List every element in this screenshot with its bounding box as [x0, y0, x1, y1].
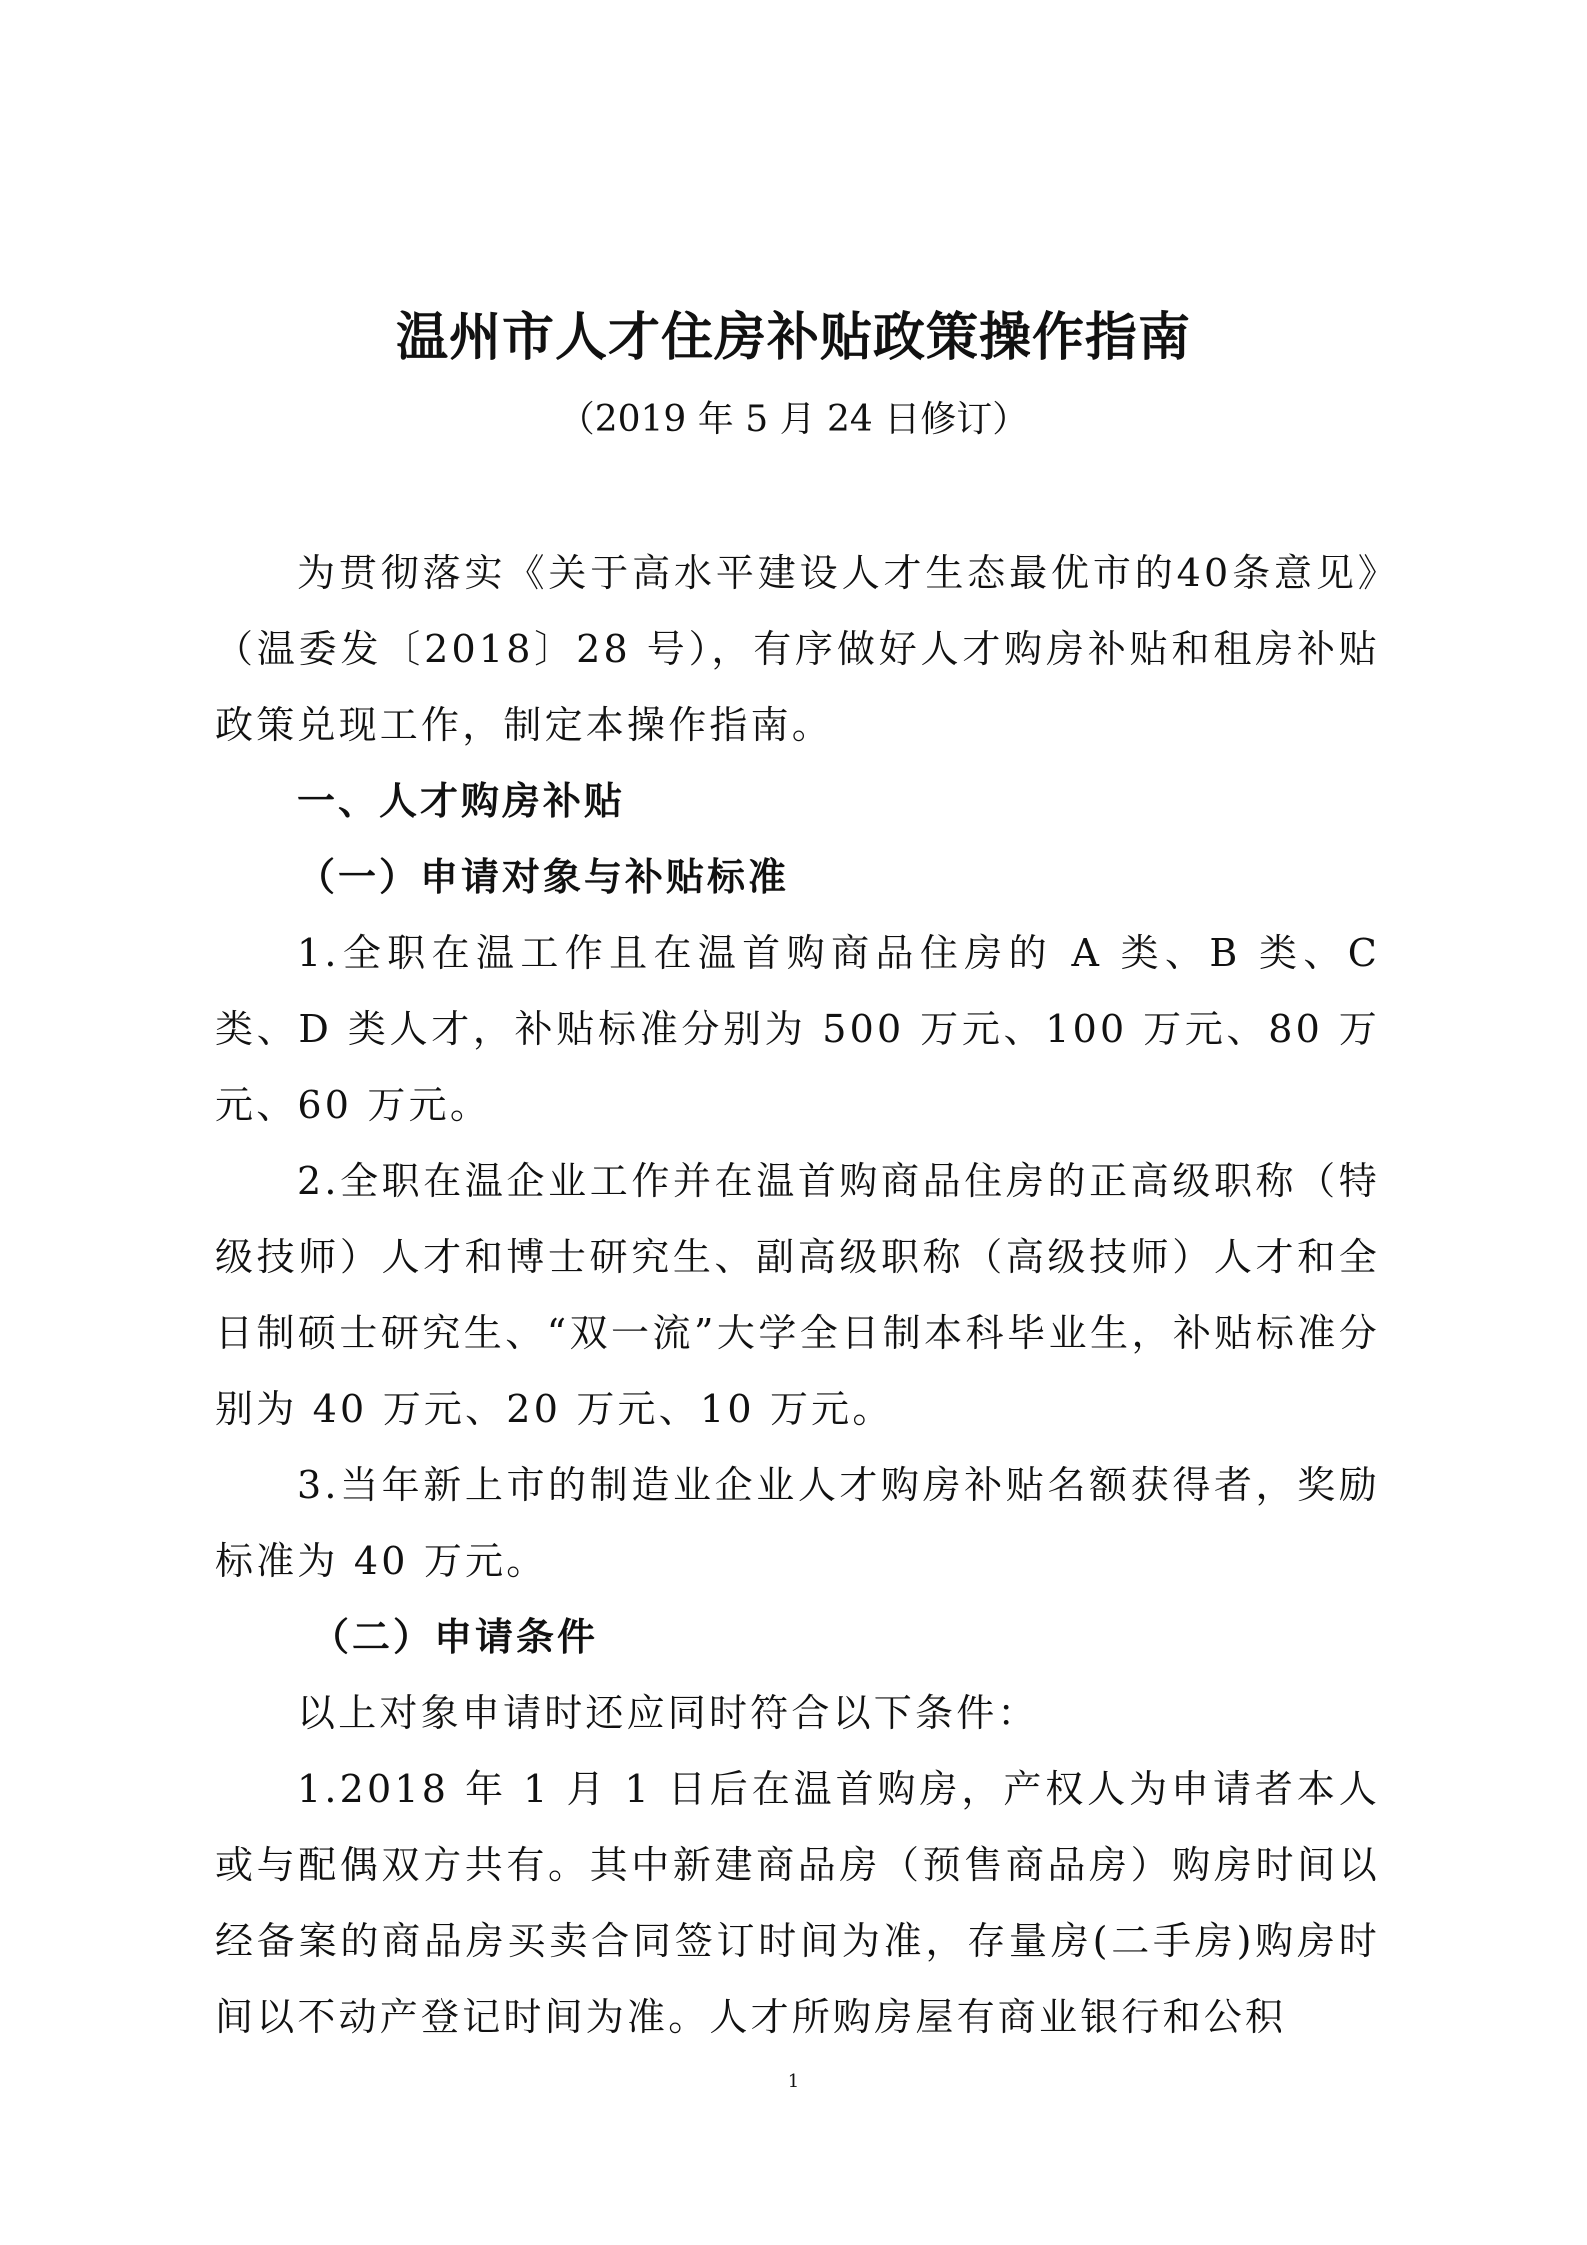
- subsection-heading-applicants-standards: （一）申请对象与补贴标准: [297, 854, 790, 899]
- standards-item-2: 2.全职在温企业工作并在温首购商品住房的正高级职称（特级技师）人才和博士研究生、副高级职称（高级技师）人才和全日制硕士研究生、“双一流”大学全日制本科毕业生，补贴标准分别为 40 万元、20 万元、10 万元。: [215, 1159, 1380, 1431]
- document-subtitle: （2019 年 5 月 24 日修订）: [558, 399, 1029, 440]
- page-number: 1: [787, 2071, 800, 2092]
- standards-item-3: 3.当年新上市的制造业企业人才购房补贴名额获得者，奖励标准为 40 万元。: [215, 1463, 1380, 1583]
- conditions-intro: 以上对象申请时还应同时符合以下条件：: [297, 1691, 1039, 1735]
- document-title: 温州市人才住房补贴政策操作指南: [395, 308, 1191, 368]
- condition-item-1: 1.2018 年 1 月 1 日后在温首购房，产权人为申请者本人或与配偶双方共有。其中新建商品房（预售商品房）购房时间以经备案的商品房买卖合同签订时间为准，存量房(二手房)购房时间以不动产登记时间为准。人才所购房屋有商业银行和公积: [215, 1767, 1381, 2039]
- standards-item-1: 1.全职在温工作且在温首购商品住房的 A 类、B 类、C 类、D 类人才，补贴标准分别为 500 万元、100 万元、80 万元、60 万元。: [215, 931, 1380, 1127]
- intro-paragraph: 为贯彻落实《关于高水平建设人才生态最优市的40条意见》（温委发〔2018〕28 号），有序做好人才购房补贴和租房补贴政策兑现工作，制定本操作指南。: [215, 551, 1380, 747]
- section-heading-housing-subsidy: 一、人才购房补贴: [297, 779, 626, 823]
- subsection-heading-conditions: （二）申请条件: [311, 1614, 599, 1659]
- document-body: [215, 535, 1380, 2055]
